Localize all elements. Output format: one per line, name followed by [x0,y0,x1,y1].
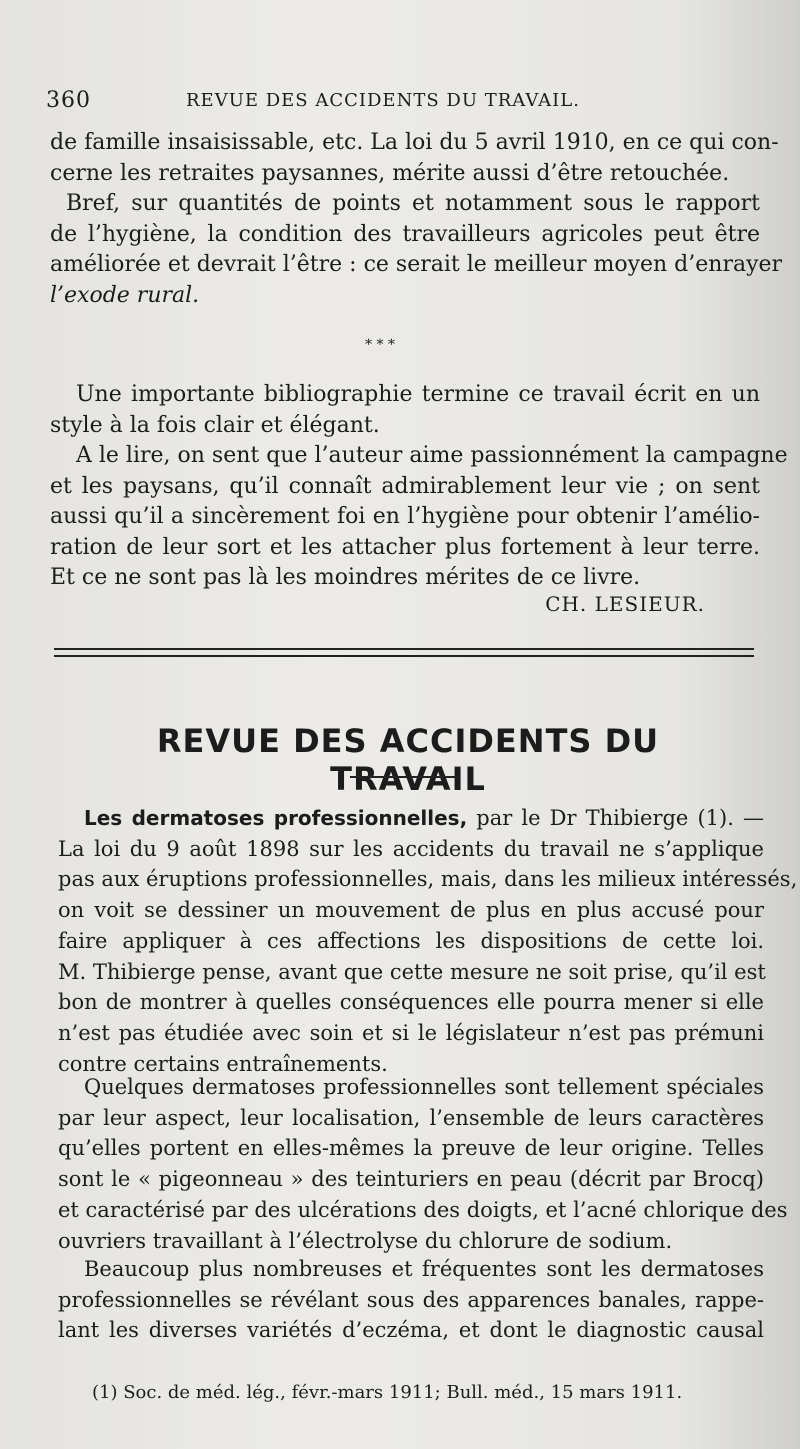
text-line: Quelques dermatoses professionnelles sont tellement spéciales [84,1075,764,1099]
article-paragraph-1 [58,803,798,1079]
text-line: professionnelles se révélant sous des apparences banales, rappe- [58,1287,764,1312]
section-title: REVUE DES ACCIDENTS DU TRAVAIL [156,722,660,798]
text-line: style à la fois clair et élégant. [50,412,380,438]
closing-paragraph [50,128,783,311]
article-author: par le Dr Thibierge (1). — [467,806,764,830]
text-line: Bref, sur quantités de points et notamment sous le rapport [66,191,760,216]
text-line: ration de leur sort et les attacher plus fortement à leur terre. [50,534,760,560]
article-title: Les dermatoses professionnelles, [84,806,468,830]
page-number: 360 [46,88,91,113]
text-line: l’exode rural. [50,282,200,308]
text-line: on voit se dessiner un mouvement de plus en plus accusé pour [58,898,764,923]
text-line: de l’hygiène, la condition des travailleurs agricoles peut être [50,221,760,247]
text-line: A le lire, on sent que l’auteur aime passionnément la campagne [76,443,788,468]
footnote: (1) Soc. de méd. lég., févr.-mars 1911; Bull. méd., 15 mars 1911. [92,1382,683,1403]
text-line: La loi du 9 août 1898 sur les accidents du travail ne s’applique [58,836,764,861]
text-line: sont le « pigeonneau » des teinturiers en peau (décrit par Brocq) [58,1167,764,1192]
text-line: Beaucoup plus nombreuses et fréquentes sont les dermatoses [84,1257,764,1281]
title-underline [350,776,460,778]
text-line: pas aux éruptions professionnelles, mais, dans les milieux intéressés, [58,867,798,892]
text-line: contre certains entraînements. [58,1051,388,1076]
asterism: * * * [365,337,395,353]
text-line: Une importante bibliographie termine ce travail écrit en un [76,382,760,407]
text-line: et caractérisé par des ulcérations des doigts, et l’acné chlorique des [58,1197,788,1222]
signature: CH. LESIEUR. [545,592,705,616]
running-title: REVUE DES ACCIDENTS DU TRAVAIL. [186,90,580,111]
text-line: n’est pas étudiée avec soin et si le législateur n’est pas prémuni [58,1020,764,1045]
text-line: qu’elles portent en elles-mêmes la preuve de leur origine. Telles [58,1136,764,1161]
text-line: ouvriers travaillant à l’électrolyse du chlorure de sodium. [58,1228,673,1253]
text-line: lant les diverses variétés d’eczéma, et dont le diagnostic causal [58,1318,764,1343]
article-paragraph-2 [58,1072,788,1256]
text-line: bon de montrer à quelles conséquences elle pourra mener si elle [58,990,764,1015]
article-heading-line [58,803,764,834]
divider-rule [54,648,754,650]
text-line: par leur aspect, leur localisation, l’ensemble de leurs caractères [58,1105,764,1130]
review-paragraph [50,380,788,594]
article-paragraph-3 [58,1254,764,1346]
text-line: et les paysans, qu’il connaît admirablement leur vie ; on sent [50,473,760,499]
text-line: faire appliquer à ces affections les dispositions de cette loi. [58,928,764,953]
divider-rule [54,655,754,657]
text-line: améliorée et devrait l’être : ce serait le meilleur moyen d’enrayer [50,252,783,277]
text-line: Et ce ne sont pas là les moindres mérites de ce livre. [50,565,641,590]
text-line: aussi qu’il a sincèrement foi en l’hygiène pour obtenir l’amélio- [50,504,760,529]
text-line: cerne les retraites paysannes, mérite aussi d’être retouchée. [50,160,730,186]
text-line: de famille insaisissable, etc. La loi du 5 avril 1910, en ce qui con- [50,130,779,155]
text-line: M. Thibierge pense, avant que cette mesure ne soit prise, qu’il est [58,959,766,984]
